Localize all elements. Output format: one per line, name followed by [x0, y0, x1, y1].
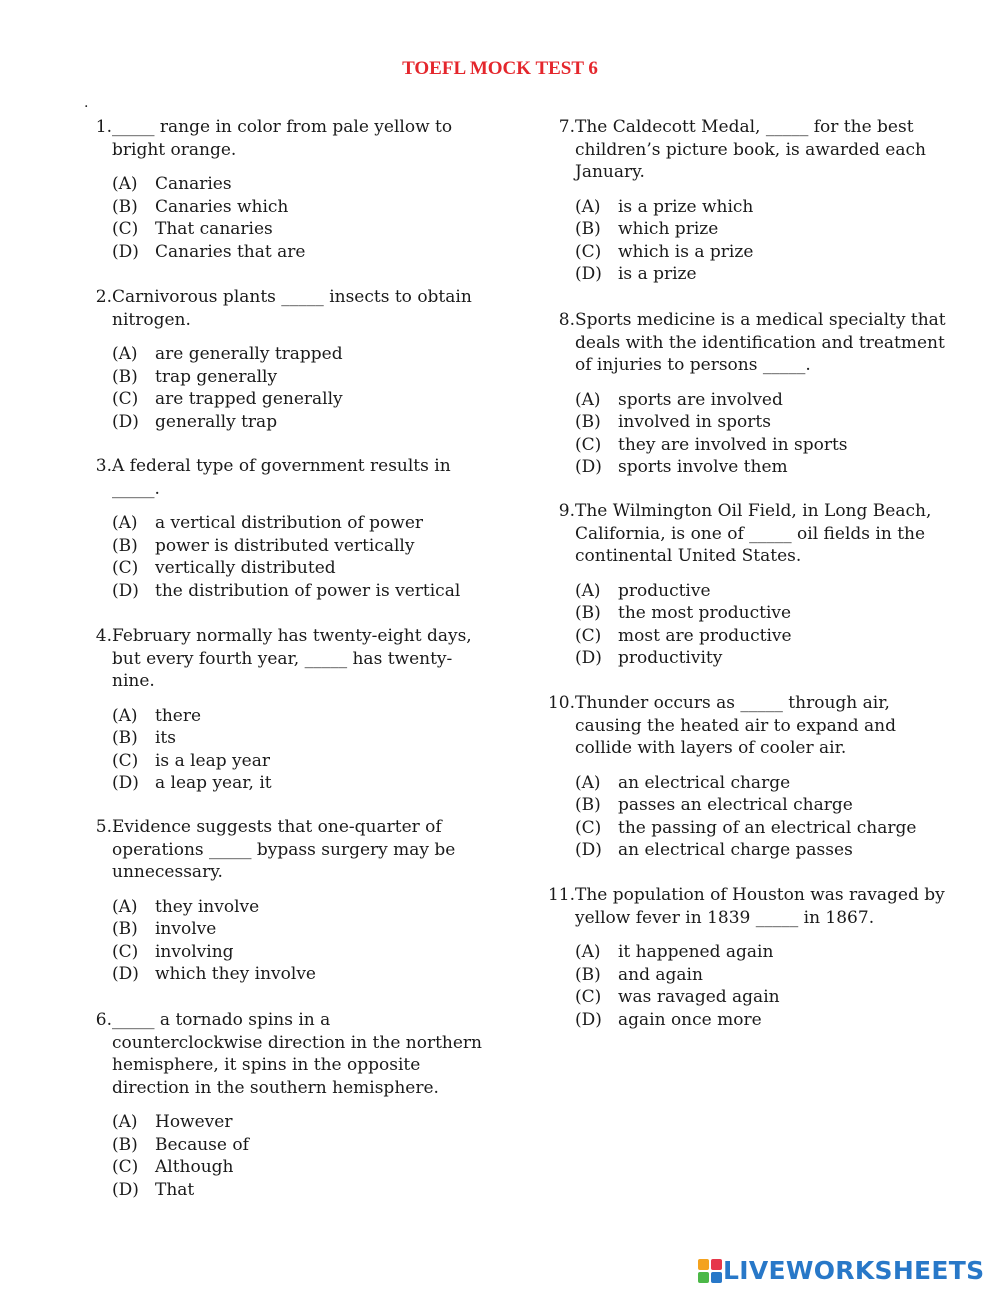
option-letter: (D) [112, 964, 139, 984]
question-number: 11. [547, 885, 575, 905]
option-text: productivity [618, 648, 723, 668]
question-3 [80, 455, 480, 602]
question-text: _____ a tornado spins in a counterclockwise direction in the northern hemisphere, it spins in the opposite direction in the southern hemisphere. [112, 1010, 483, 1098]
answer-option[interactable] [575, 411, 948, 434]
question-number: 7. [558, 117, 575, 137]
option-letter: (A) [112, 344, 138, 364]
answer-options [575, 941, 948, 1031]
question-10 [543, 692, 948, 862]
option-letter: (D) [112, 241, 139, 262]
option-letter: (B) [575, 412, 601, 432]
option-text: again once more [618, 1009, 762, 1030]
option-letter: (B) [112, 919, 138, 939]
option-letter: (B) [575, 219, 601, 239]
option-letter: (A) [575, 942, 601, 962]
question-number: 10. [547, 693, 575, 713]
answer-option[interactable] [575, 986, 948, 1009]
answer-option[interactable] [575, 456, 948, 479]
option-letter: (C) [112, 558, 139, 578]
answer-option[interactable] [112, 918, 480, 941]
answer-option[interactable] [112, 557, 480, 580]
option-letter: (C) [575, 625, 602, 646]
option-text: sports are involved [618, 389, 783, 410]
answer-option[interactable] [112, 580, 480, 603]
option-text: is a prize which [618, 196, 754, 217]
option-text: which they involve [155, 964, 316, 984]
answer-option[interactable] [112, 963, 480, 986]
option-text: trap generally [155, 366, 278, 387]
question-text: Evidence suggests that one-quarter of operations _____ bypass surgery may be unnecessary. [112, 817, 456, 882]
option-text: However [155, 1112, 233, 1132]
option-letter: (B) [112, 196, 138, 217]
option-text: That [155, 1179, 195, 1200]
option-text: involve [155, 919, 217, 939]
option-letter: (B) [112, 728, 138, 748]
option-letter: (C) [112, 389, 139, 409]
answer-option[interactable] [112, 1156, 484, 1179]
option-letter: (D) [575, 840, 602, 860]
answer-options [575, 389, 948, 479]
answer-options [575, 772, 948, 862]
option-text: they involve [155, 896, 260, 917]
option-text: the passing of an electrical charge [618, 817, 917, 838]
answer-option[interactable] [112, 727, 480, 750]
answer-option[interactable] [112, 941, 480, 964]
option-letter: (A) [112, 513, 138, 533]
option-letter: (C) [112, 750, 139, 771]
answer-option[interactable] [575, 263, 948, 286]
question-9 [543, 500, 948, 670]
option-text: generally trap [155, 411, 278, 432]
option-text: That canaries [155, 219, 273, 239]
question-2 [80, 286, 480, 433]
answer-option[interactable] [112, 772, 480, 795]
answer-option[interactable] [575, 218, 948, 241]
answer-option[interactable] [575, 241, 948, 264]
option-letter: (B) [112, 535, 138, 556]
option-text: Canaries that are [155, 241, 306, 262]
answer-options [112, 512, 480, 602]
answer-option[interactable] [575, 794, 948, 817]
question-1 [80, 116, 480, 263]
question-text: Thunder occurs as _____ through air, causing the heated air to expand and collide with layers of cooler air. [575, 693, 897, 758]
option-letter: (C) [112, 219, 139, 239]
answer-option[interactable] [575, 772, 948, 795]
option-text: Because of [155, 1134, 249, 1155]
question-text: February normally has twenty-eight days, but every fourth year, _____ has twenty-nine. [112, 626, 472, 691]
option-text: involved in sports [618, 412, 771, 432]
option-text: are trapped generally [155, 389, 343, 409]
answer-option[interactable] [112, 411, 480, 434]
liveworksheets-logo [697, 1256, 984, 1285]
answer-option[interactable] [112, 750, 480, 773]
liveworksheets-brand-text: LIVEWORKSHEETS [723, 1256, 985, 1285]
option-letter: (B) [575, 603, 601, 623]
question-6 [80, 1009, 484, 1201]
question-text: The Caldecott Medal, _____ for the best children’s picture book, is awarded each January. [575, 117, 926, 182]
answer-option[interactable] [112, 535, 480, 558]
option-text: the distribution of power is vertical [155, 580, 461, 601]
option-text: which prize [618, 219, 719, 239]
answer-option[interactable] [575, 964, 948, 987]
answer-options [112, 705, 480, 795]
option-text: Although [155, 1157, 234, 1177]
answer-option[interactable] [112, 705, 480, 728]
question-text: _____ range in color from pale yellow to bright orange. [112, 117, 453, 160]
answer-option[interactable] [575, 817, 948, 840]
question-7 [543, 116, 948, 286]
question-number: 9. [558, 501, 575, 521]
stray-mark: . [84, 95, 89, 111]
question-4 [80, 625, 480, 795]
answer-options [112, 1111, 484, 1201]
option-text: a vertical distribution of power [155, 513, 424, 533]
question-text: The population of Houston was ravaged by yellow fever in 1839 _____ in 1867. [575, 885, 945, 928]
option-text: they are involved in sports [618, 434, 848, 455]
option-letter: (C) [575, 817, 602, 838]
option-letter: (A) [575, 389, 601, 410]
answer-option[interactable] [575, 1009, 948, 1032]
option-letter: (D) [575, 457, 602, 477]
option-letter: (A) [575, 196, 601, 217]
option-letter: (B) [112, 366, 138, 387]
option-letter: (B) [575, 964, 601, 985]
answer-options [112, 896, 480, 986]
option-text: involving [155, 941, 234, 962]
question-number: 8. [558, 310, 575, 330]
answer-option[interactable] [112, 218, 480, 241]
option-letter: (D) [112, 580, 139, 601]
answer-option[interactable] [112, 896, 480, 919]
answer-option[interactable] [112, 196, 480, 219]
answer-option[interactable] [112, 343, 480, 366]
option-text: there [155, 705, 202, 726]
option-letter: (B) [112, 1134, 138, 1155]
answer-option[interactable] [575, 580, 948, 603]
option-letter: (D) [112, 411, 139, 432]
option-text: productive [618, 580, 711, 601]
option-letter: (C) [112, 1157, 139, 1177]
question-number: 4. [95, 626, 112, 646]
option-text: vertically distributed [155, 558, 336, 578]
option-letter: (C) [575, 434, 602, 455]
answer-options [575, 580, 948, 670]
option-text: Canaries [155, 174, 232, 194]
page-title: TOEFL MOCK TEST 6 [402, 58, 598, 79]
question-text: Carnivorous plants _____ insects to obtain nitrogen. [112, 287, 472, 330]
answer-option[interactable] [112, 366, 480, 389]
question-11 [543, 884, 948, 1031]
option-text: most are productive [618, 625, 792, 646]
option-text: it happened again [618, 942, 774, 962]
answer-option[interactable] [575, 625, 948, 648]
answer-option[interactable] [112, 1111, 484, 1134]
answer-option[interactable] [575, 941, 948, 964]
option-text: sports involve them [618, 457, 788, 477]
option-letter: (D) [112, 773, 139, 793]
question-8 [543, 309, 948, 479]
option-letter: (A) [112, 1112, 138, 1132]
answer-option[interactable] [112, 388, 480, 411]
option-letter: (C) [575, 987, 602, 1007]
option-text: Canaries which [155, 196, 289, 217]
option-text: is a leap year [155, 750, 270, 771]
option-text: the most productive [618, 603, 792, 623]
answer-option[interactable] [112, 1179, 484, 1202]
question-5 [80, 816, 480, 986]
question-text: The Wilmington Oil Field, in Long Beach, California, is one of _____ oil fields in the continental United States. [575, 501, 932, 566]
question-text: A federal type of government results in _____. [112, 456, 451, 499]
liveworksheets-logo-icon [697, 1258, 723, 1284]
option-letter: (A) [575, 772, 601, 793]
answer-option[interactable] [575, 602, 948, 625]
option-text: which is a prize [618, 241, 754, 262]
option-text: its [155, 728, 176, 748]
option-text: was ravaged again [618, 987, 780, 1007]
option-letter: (C) [575, 241, 602, 262]
option-text: power is distributed vertically [155, 535, 415, 556]
option-letter: (D) [575, 1009, 602, 1030]
question-number: 3. [95, 456, 112, 476]
option-letter: (B) [575, 795, 601, 815]
answer-option[interactable] [575, 196, 948, 219]
question-text: Sports medicine is a medical specialty that deals with the identification and treatment of injuries to persons _____. [575, 310, 946, 375]
option-text: and again [618, 964, 703, 985]
option-letter: (D) [575, 264, 602, 284]
option-text: an electrical charge [618, 772, 791, 793]
answer-options [575, 196, 948, 286]
answer-option[interactable] [112, 512, 480, 535]
answer-option[interactable] [112, 241, 480, 264]
option-text: passes an electrical charge [618, 795, 853, 815]
answer-options [112, 343, 480, 433]
question-number: 6. [95, 1010, 112, 1030]
answer-option[interactable] [575, 389, 948, 412]
option-letter: (D) [575, 648, 602, 668]
question-number: 5. [95, 817, 112, 837]
option-letter: (A) [575, 580, 601, 601]
option-text: a leap year, it [155, 773, 272, 793]
option-text: are generally trapped [155, 344, 343, 364]
option-text: an electrical charge passes [618, 840, 853, 860]
answer-option[interactable] [575, 434, 948, 457]
question-number: 1. [95, 117, 112, 137]
answer-option[interactable] [575, 647, 948, 670]
answer-option[interactable] [575, 839, 948, 862]
answer-option[interactable] [112, 173, 480, 196]
answer-options [112, 173, 480, 263]
option-text: is a prize [618, 264, 697, 284]
option-letter: (A) [112, 174, 138, 194]
answer-option[interactable] [112, 1134, 484, 1157]
option-letter: (A) [112, 705, 138, 726]
option-letter: (D) [112, 1179, 139, 1200]
option-letter: (C) [112, 941, 139, 962]
question-number: 2. [95, 287, 112, 307]
option-letter: (A) [112, 896, 138, 917]
